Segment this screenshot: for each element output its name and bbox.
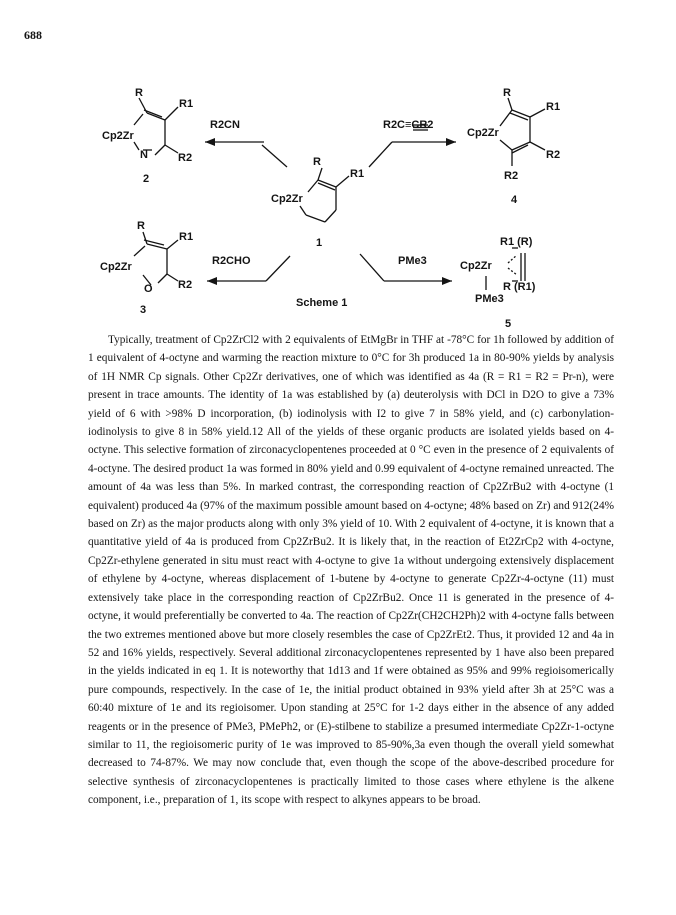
c2-n: N (140, 149, 148, 161)
c1-cp: Cp2Zr (271, 193, 303, 205)
c5-pme3: PMe3 (475, 293, 504, 305)
reagent-nitrile: R2CN (210, 119, 240, 131)
c4-number: 4 (511, 194, 518, 206)
c3-o: O (144, 283, 153, 295)
reagent-alkyne: R2C≡CR2 (383, 119, 434, 131)
c2-number: 2 (143, 173, 150, 185)
c4-r1: R1 (546, 101, 561, 113)
c1-r: R (313, 156, 321, 168)
c3-number: 3 (140, 304, 147, 316)
reagent-aldehyde: R2CHO (212, 255, 251, 267)
c3-r: R (137, 220, 145, 232)
c1-r1: R1 (350, 168, 365, 180)
page-number: 688 (24, 28, 42, 42)
reagent-phosphine: PMe3 (398, 255, 427, 267)
c2-cp: Cp2Zr (102, 130, 134, 142)
c4-r2a: R2 (546, 149, 561, 161)
c2-r1: R1 (179, 98, 194, 110)
c4-cp: Cp2Zr (467, 127, 499, 139)
c5-top: R1 (R) (500, 236, 533, 248)
scheme-1 (0, 0, 676, 330)
body-paragraph: Typically, treatment of Cp2ZrCl2 with 2 equivalents of EtMgBr in THF at -78°C for 1h followed by addition of 1 equivalent of 4-octyne and warming the reaction mixture to 0°C for 3h produced 1a in 80-90% yields by analysis of 1H NMR Cp signals. Other Cp2Zr derivatives, one of which was identified as 4a (R = R1 = R2 = Pr-n), were present in trace amounts. The identity of 1a was established by (a) deuterolysis with DCl in D2O to give a 73% yield of 6 with >98% D incorporation, (b) iodinolysis with I2 to give 7 in 58% yield, and (c) carbonylation-iodinolysis to give 8 in 58% yield.12 All of the yields of these organic products are isolated yields based on 4-octyne. This selective formation of zirconacyclopentenes proceeded at 0 °C even in the presence of 2 equivalents of 4-octyne. The desired product 1a was formed in 80% yield and 0.99 equivalent of 4-octyne remained unreacted. The amount of 4a was less than 5%. In marked contrast, the corresponding reaction of Cp2ZrBu2 with 4-octyne (1 equivalent) produced 4a (97% of the maximum possible amount based on 4-octyne; 48% based on Zr) and 912(24% based on Zr) as the major products along with only 3% yield of 10. With 2 equivalent of 4-octyne, it is known that a quantitative yield of 4a is produced from Cp2ZrBu2. It is likely that, in the reaction of Et2ZrCp2 with 4-octyne, Cp2Zr-ethylene generated in situ must react with 4-octyne to give 1a without undergoing extensively displacement of ethylene by 4-octyne, whereas displacement of 1-butene by 4-octyne to generate Cp2Zr-4-octyne (11) must extensively take place in the corresponding reaction of Cp2ZrBu2. Once 11 is generated in the presence of 4-octyne, it would preferentially be converted to 4a. The reaction of Cp2Zr(CH2CH2Ph)2 with 4-octyne falls between the two extremes mentioned above but more closely resembles the case of Cp2ZrEt2. Thus, it provided 12 and 4a in 52 and 16% yields, respectively. Several additional zirconacyclopentenes represented by 1 have also been prepared in the yields indicated in eq 1. It is noteworthy that 1d13 and 1f were obtained as 95% and 99% regioisomerically pure compounds, respectively. In the case of 1e, the initial product obtained in 93% yield after 3h at 25°C was a 60:40 mixture of 1e and its regioisomer. Upon standing at 25°C for 1-2 days either in the absence of any added reagents or in the presence of PMe3, PMePh2, or (E)-stilbene to stabilize a presumed intermediate Cp2Zr-1-octyne similar to 11, the regioisomeric purity of 1e was improved to 85-90%,3a even though the overall yield somewhat decreased to 74-87%. We may now conclude that, even though the scope of the above-described procedure for selective synthesis of zirconacyclopentenes is practically limited to those cases where ethylene is the alkene component, i.e., preparation of 1, its scope with respect to alkynes appears to be broad. (88, 334, 614, 807)
c5-number: 5 (505, 318, 512, 330)
c3-r2: R2 (178, 279, 193, 291)
c2-r: R (135, 87, 143, 99)
c5-cp: Cp2Zr (460, 260, 492, 272)
c4-r: R (503, 87, 511, 99)
c2-r2: R2 (178, 152, 193, 164)
scheme-title: Scheme 1 (296, 297, 348, 309)
c3-cp: Cp2Zr (100, 261, 132, 273)
c5-bottom: R (R1) (503, 281, 536, 293)
c1-number: 1 (316, 237, 323, 249)
c3-r1: R1 (179, 231, 194, 243)
c4-r2b: R2 (504, 170, 519, 182)
